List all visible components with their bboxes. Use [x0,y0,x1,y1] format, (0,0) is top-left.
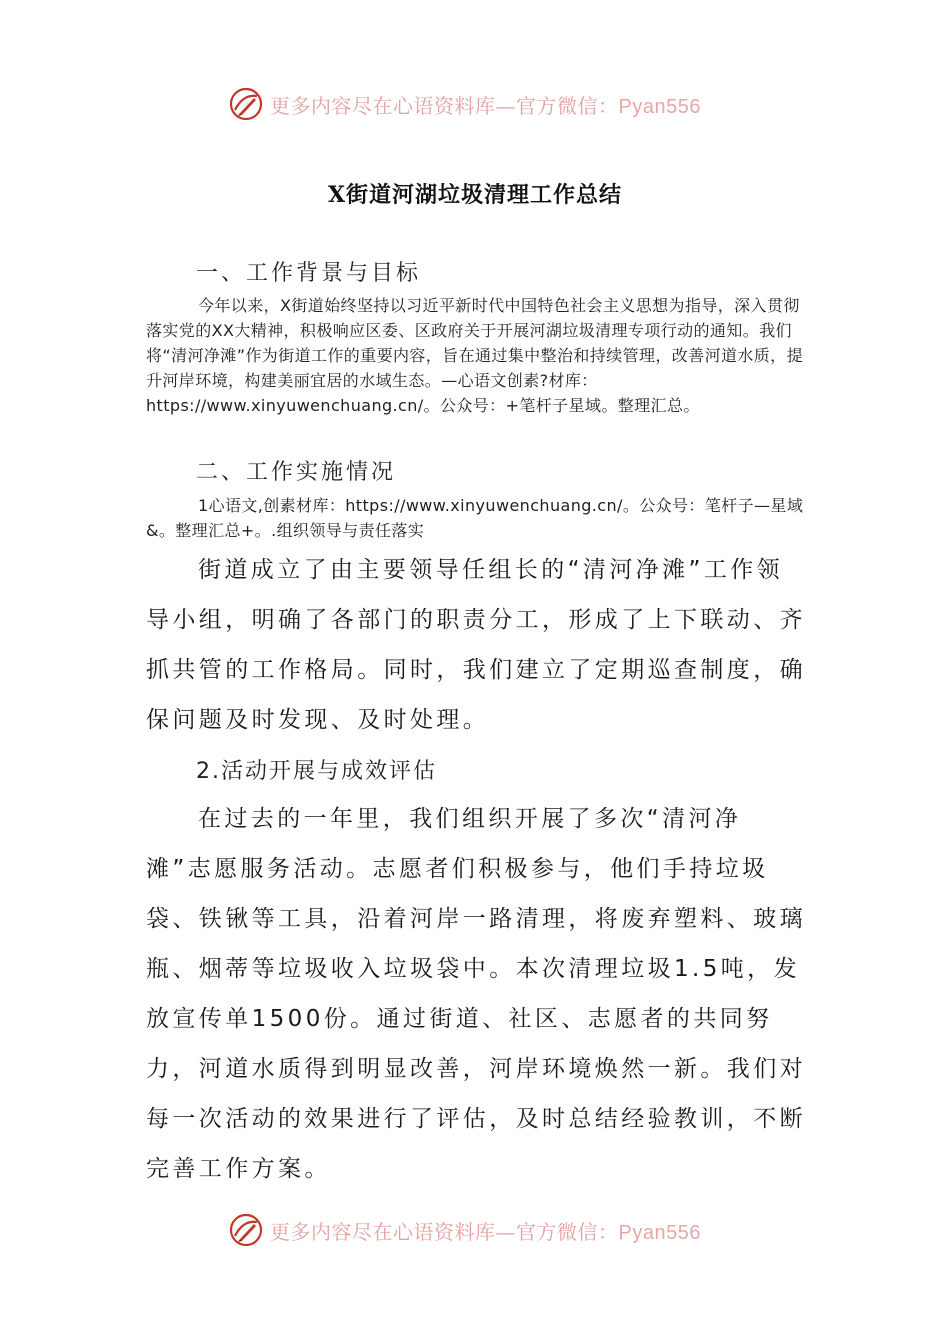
subsection-heading-organization: 1心语文,创素材库：https://www.xinyuwenchuang.cn/。公众号：笔杆子—星域&。整理汇总+。.组织领导与责任落实 [146,496,804,540]
page-title: X街道河湖垃圾清理工作总结 [327,182,623,208]
subsection-heading-activities: 2.活动开展与成效评估 [196,759,437,784]
section-body-background: 今年以来，X街道始终坚持以习近平新时代中国特色社会主义思想为指导，深入贯彻落实党的XX大精神，积极响应区委、区政府关于开展河湖垃圾清理专项行动的通知。我们将“清河净滩”作为街道工作的重要内容，旨在通过集中整治和持续管理，改善河道水质，提升河岸环境，构建美丽宜居的水域生态。—心语文创素?材库：https://www.xinyuwenchuang.cn/。公众号：+笔杆子星域。整理汇总。 [146,296,803,415]
pen-logo-icon [228,86,264,122]
banner-text: 更多内容尽在心语资料库—官方微信：Pyan556 [270,1219,701,1244]
header-banner [228,84,748,124]
footer-banner [228,1210,748,1250]
banner-text: 更多内容尽在心语资料库—官方微信：Pyan556 [270,93,701,118]
section-heading-background: 一、工作背景与目标 [196,261,422,286]
section-heading-implementation: 二、工作实施情况 [196,460,397,485]
subsection-body-organization: 街道成立了由主要领导任组长的“清河净滩”工作领导小组，明确了各部门的职责分工，形成了上下联动、齐抓共管的工作格局。同时，我们建立了定期巡查制度，确保问题及时发现、及时处理。 [146,557,806,733]
pen-logo-icon [228,1212,264,1248]
subsection-body-activities: 在过去的一年里，我们组织开展了多次“清河净滩”志愿服务活动。志愿者们积极参与，他们手持垃圾袋、铁锹等工具，沿着河岸一路清理，将废弃塑料、玻璃瓶、烟蒂等垃圾收入垃圾袋中。本次清理垃圾1.5吨，发放宣传单1500份。通过街道、社区、志愿者的共同努力，河道水质得到明显改善，河岸环境焕然一新。我们对每一次活动的效果进行了评估，及时总结经验教训，不断完善工作方案。 [146,806,806,1182]
